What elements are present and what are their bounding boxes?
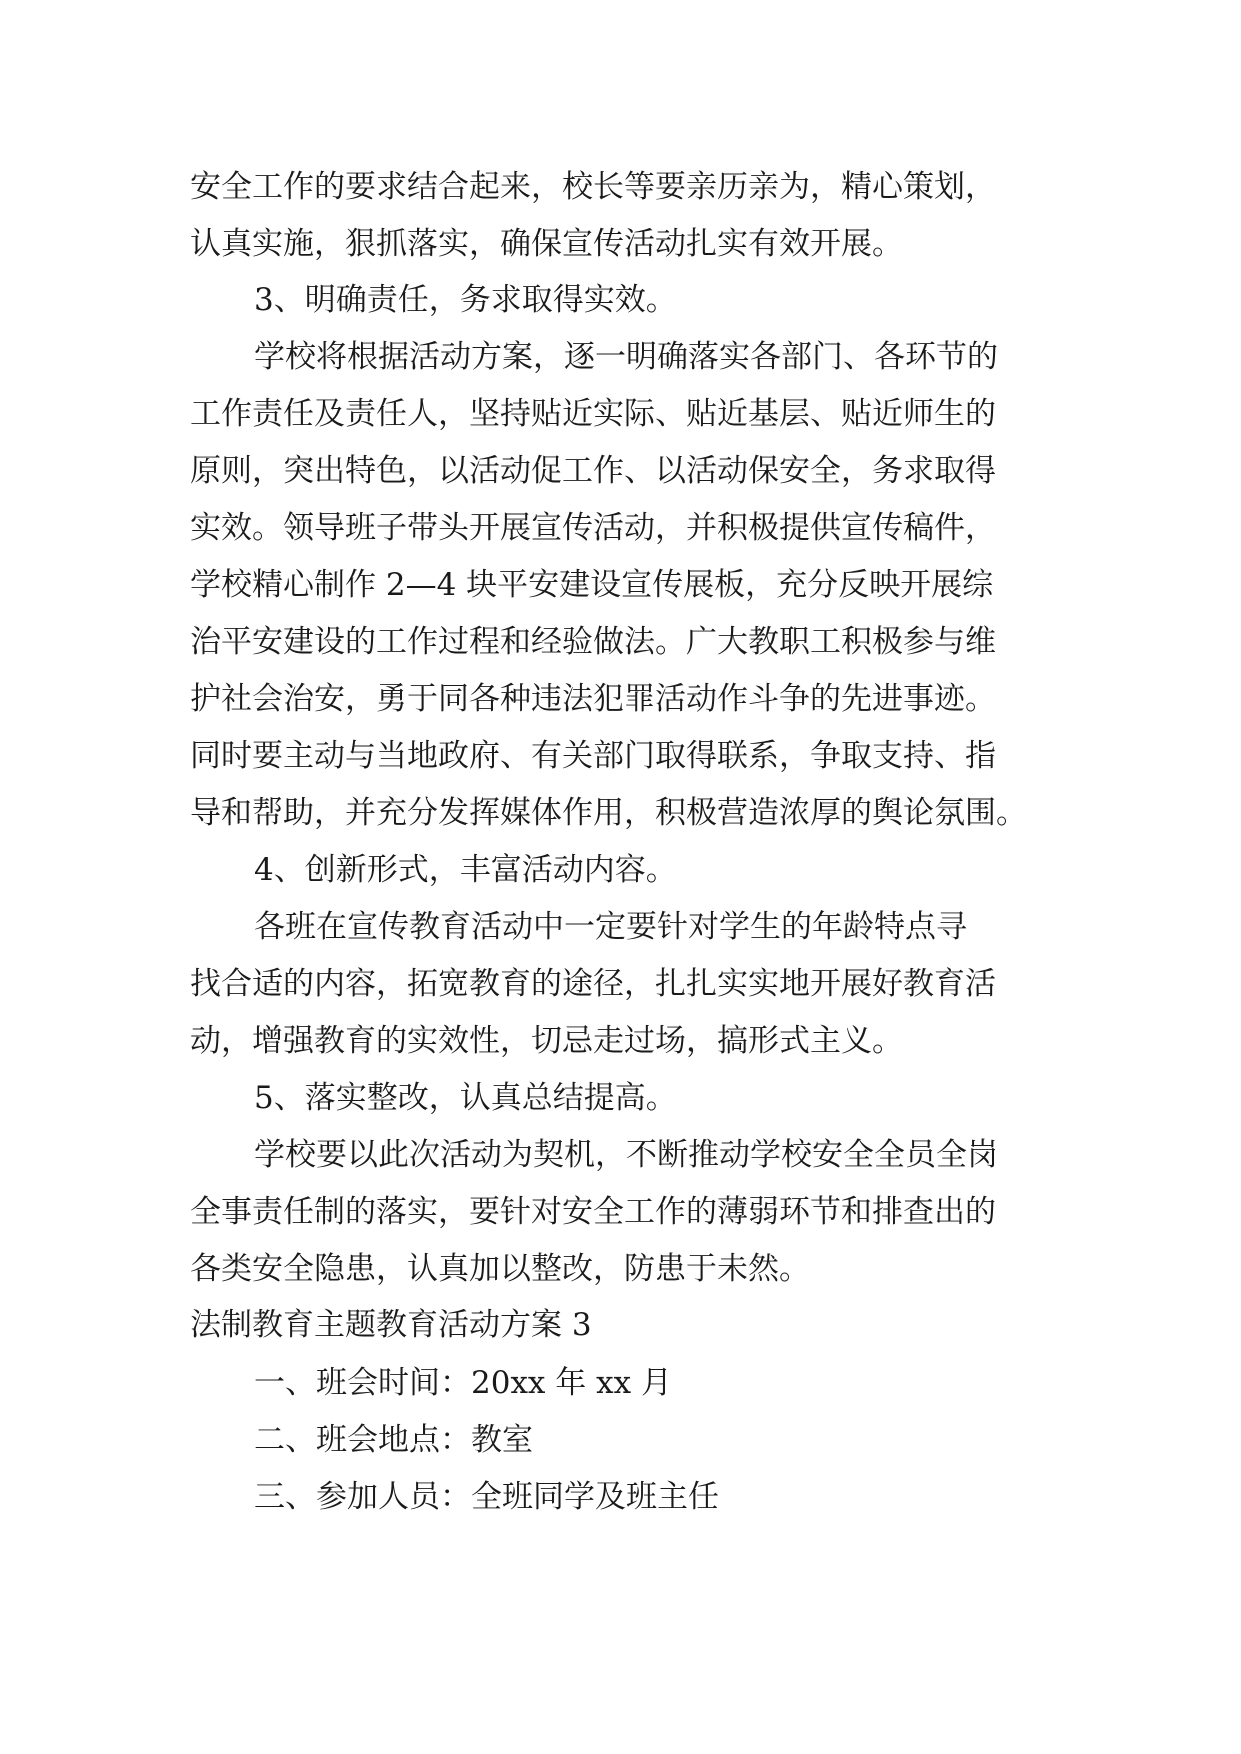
text-line: 找合适的内容，拓宽教育的途径，扎扎实实地开展好教育活: [190, 966, 996, 1002]
text-line: 学校精心制作 2—4 块平安建设宣传展板，充分反映开展综: [190, 567, 994, 603]
text-line: 动，增强教育的实效性，切忌走过场，搞形式主义。: [190, 1023, 903, 1059]
document-title: 法制教育主题教育活动方案 3: [190, 1307, 592, 1343]
section-heading: 4、创新形式，丰富活动内容。: [254, 852, 677, 888]
section-heading: 3、明确责任，务求取得实效。: [254, 282, 677, 318]
text-line: 认真实施，狠抓落实，确保宣传活动扎实有效开展。: [190, 226, 903, 262]
text-line: 实效。领导班子带头开展宣传活动，并积极提供宣传稿件，: [190, 510, 996, 546]
text-line: 各类安全隐患，认真加以整改，防患于未然。: [190, 1251, 810, 1287]
list-item: 二、班会地点：教室: [254, 1422, 533, 1458]
text-line: 导和帮助，并充分发挥媒体作用，积极营造浓厚的舆论氛围。: [190, 795, 1027, 831]
text-line: 全事责任制的落实，要针对安全工作的薄弱环节和排查出的: [190, 1194, 996, 1230]
list-item: 三、参加人员：全班同学及班主任: [254, 1479, 719, 1515]
text-line: 工作责任及责任人，坚持贴近实际、贴近基层、贴近师生的: [190, 396, 996, 432]
text-line: 各班在宣传教育活动中一定要针对学生的年龄特点寻: [254, 909, 967, 945]
list-item: 一、班会时间：20xx 年 xx 月: [254, 1365, 672, 1401]
text-line: 治平安建设的工作过程和经验做法。广大教职工积极参与维: [190, 624, 996, 660]
text-line: 护社会治安，勇于同各种违法犯罪活动作斗争的先进事迹。: [190, 681, 996, 717]
text-line: 安全工作的要求结合起来，校长等要亲历亲为，精心策划，: [190, 169, 996, 205]
text-line: 学校要以此次活动为契机，不断推动学校安全全员全岗: [254, 1137, 998, 1173]
text-line: 原则，突出特色，以活动促工作、以活动保安全，务求取得: [190, 453, 996, 489]
text-line: 学校将根据活动方案，逐一明确落实各部门、各环节的: [254, 339, 998, 375]
section-heading: 5、落实整改，认真总结提高。: [254, 1080, 677, 1116]
text-line: 同时要主动与当地政府、有关部门取得联系，争取支持、指: [190, 738, 996, 774]
